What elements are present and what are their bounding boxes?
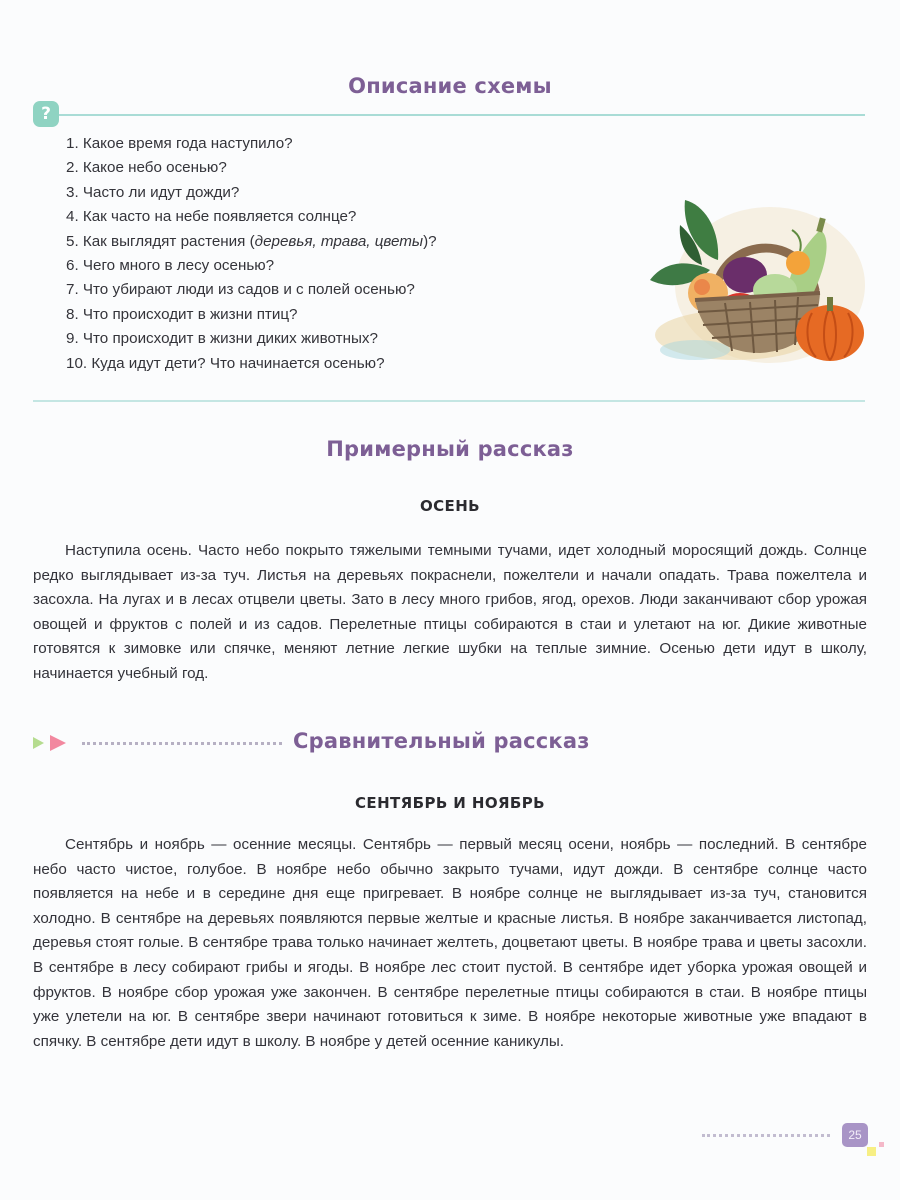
question-text: 5. Как выглядят растения ( (66, 232, 255, 250)
question-item: 3. Часто ли идут дожди? (66, 183, 240, 201)
sample-story-text (33, 539, 867, 687)
question-item (66, 230, 437, 254)
question-list (66, 132, 437, 376)
basket-illustration (640, 185, 870, 375)
question-item: 2. Какое небо осенью? (66, 159, 227, 177)
question-text: )? (423, 232, 437, 250)
footer-dotted-leader (702, 1134, 830, 1137)
story-title-sept-nov: СЕНТЯБРЬ И НОЯБРЬ (355, 794, 545, 812)
teal-divider-top (59, 114, 865, 116)
question-item: 4. Как часто на небе появляется солнце? (66, 208, 357, 226)
story-title-autumn: ОСЕНЬ (420, 497, 480, 515)
section-title-sample-story: Примерный рассказ (326, 437, 574, 461)
dotted-leader (82, 742, 282, 745)
decor-square-pink (879, 1142, 884, 1147)
question-item: 10. Куда идут дети? Что начинается осенью? (66, 354, 385, 372)
decor-square-yellow (867, 1147, 876, 1156)
question-item: 1. Какое время года наступило? (66, 135, 293, 152)
question-item: 7. Что убирают люди из садов и с полей осенью? (66, 281, 415, 299)
paragraph: Наступила осень. Часто небо покрыто тяжелыми темными тучами, идет холодный моросящий дождь. Солнце редко выглядывает из-за туч. Листья на деревьях покраснели, пожелтели и начали опадать. Трава пожелтела и засохла. На лугах и в лесах отцвели цветы. Зато в лесу много грибов, ягод, орехов. Люди заканчивают сбор урожая овощей и фруктов с полей и из садов. Перелетные птицы собираются в стаи и улетают на юг. Дикие животные готовятся к зимовке или спячке, меняют летние легкие шубки на теплые зимние. Осенью дети идут в школу, начинается учебный год. (33, 542, 867, 682)
compare-story-text (33, 833, 867, 1054)
page-number-badge: 25 (842, 1123, 868, 1147)
question-item: 6. Чего много в лесу осенью? (66, 257, 275, 275)
teal-divider-bottom (33, 400, 865, 402)
question-item: 9. Что происходит в жизни диких животных? (66, 330, 378, 348)
section-title-compare-story: Сравнительный рассказ (293, 729, 590, 753)
paragraph: Сентябрь и ноябрь — осенние месяцы. Сентябрь — первый месяц осени, ноябрь — последний. В сентябре небо часто чистое, голубое. В ноябре небо обычно закрыто тучами, идут дожди. В сентябре солнце часто появляется на небе и в середине дня еще пригревает. В ноябре солнце не выглядывает из-за туч, становится холодно. В сентябре на деревьях появляются первые желтые и красные листья. В ноябре заканчивается листопад, деревья стоят голые. В сентябре трава только начинает желтеть, доцветают цветы. В ноябре трава и цветы засохли. В сентябре в лесу собирают грибы и ягоды. В ноябре лес стоит пустой. В сентябре идет уборка урожая овощей и фруктов. В ноябре сбор урожая уже закончен. В сентябре перелетные птицы собираются в стаи. В ноябре птицы уже улетели на юг. В сентябре звери начинают готовиться к зиме. В ноябре некоторые животные уже впадают в спячку. В сентябре дети идут в школу. В ноябре у детей осенние каникулы. (33, 836, 867, 1050)
question-mark-icon: ? (33, 101, 59, 127)
double-arrow-icon (33, 734, 75, 752)
question-item: 8. Что происходит в жизни птиц? (66, 305, 298, 323)
section-title-scheme: Описание схемы (348, 74, 552, 98)
question-italic-text: деревья, трава, цветы (254, 232, 424, 250)
